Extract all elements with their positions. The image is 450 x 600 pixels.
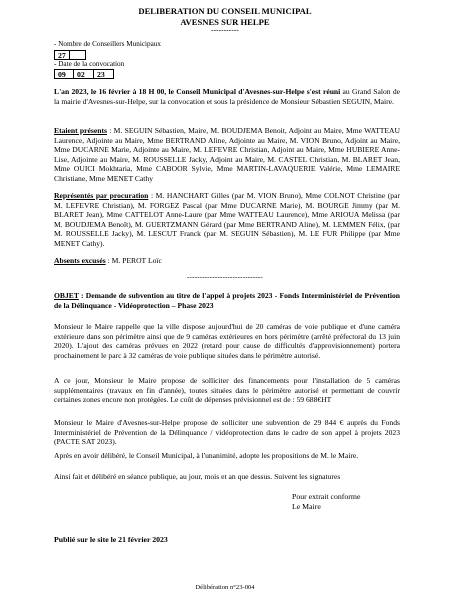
convocation-date-label: - Date de la convocation	[54, 60, 125, 68]
intro-paragraph	[54, 87, 400, 106]
members-label: - Nombre de Conseillers Municipaux	[54, 40, 161, 48]
page-footer: Délibération n°23-004	[195, 584, 255, 591]
proxies-paragraph	[54, 191, 400, 248]
intro-rest: au Grand Salon de la mairie d'Avesnes-sur-Helpe, sur la convocation et sous la présidence de Monsieur Sébastien SEGUIN, Maire.	[54, 87, 401, 106]
presents-text: : M. SEGUIN Sébastien, Maire, M. BOUDJEMA Benoit, Adjoint au Maire, Mme WATTEAU Laurence, Adjointe au Maire, Mme BERTRAND Aline, Adjointe au Maire, M. VION Bruno, Adjoint au Maire, Mme DUCARNE Marie, Adjointe au Maire, M. LEFEVRE Christian, Adjoint au Maire, Mme HUBIERE Anne-Lise, Adjointe au Maire, M. ROUSSELLE Jacky, Adjoint au Maire, M. CASTEL Christian, M. BLARET Jean, Mme OUICI Mokhtaria, Mme CABOOR Sylvie, Mme MARTIN-LAVAQUERIE Valérie, Mme LEMAIRE Christiane, Mme MENET Cathy	[54, 126, 400, 183]
published-notice: Publié sur le site le 21 février 2023	[54, 535, 168, 544]
members-box	[54, 50, 86, 60]
body-paragraph-3: Monsieur le Maire d'Avesnes-sur-Helpe propose de solliciter une subvention de 29 844 € auprès du Fonds Interministériel de Prévention de la Délinquance / vidéoprotection dans le cadre de son appel à projets 2023 (PACTE SAT 2023).	[54, 418, 400, 447]
intro-lead: L'an 2023, le 16 février à 18 H 00, le Conseil Municipal d'Avesnes-sur-Helpe s'est réuni	[54, 87, 341, 96]
document-subtitle: AVESNES SUR HELPE	[180, 17, 270, 27]
objet-paragraph	[54, 291, 400, 310]
body-paragraph-2: A ce jour, Monsieur le Maire propose de solliciter des financements pour l'installation de 5 caméras supplémentaires (travaux en fin d'année), toutes situées dans le périmètre autorisé et permettant de couvrir certaines zones encore non protégées. Le coût de dépenses prévisionnel est de : 59 688€HT	[54, 376, 400, 405]
members-extra	[70, 50, 86, 60]
date-month: 02	[74, 69, 94, 79]
convocation-date-box	[54, 69, 114, 79]
absents-paragraph	[54, 256, 400, 266]
proxies-label: Représentés par procuration	[54, 191, 149, 200]
objet-label: OBJET	[54, 291, 79, 300]
presents-paragraph	[54, 126, 400, 183]
section-separator: ------------------------------	[187, 273, 263, 281]
date-day: 09	[54, 69, 74, 79]
absents-label: Absents excusés	[54, 256, 106, 265]
signature-line-2: Le Maire	[292, 502, 321, 512]
date-year: 23	[94, 69, 114, 79]
proxies-text: : M. HANCHART Gilles (par M. VION Bruno), Mme COLNOT Christine (par M. LEFEVRE Christian), M. FORGEZ Pascal (par Mme DUCARNE Marie), M. BOURGE Jimmy (par M. BLARET Jean), Mme CATTELOT Anne-Laure (par Mme WATTEAU Laurence), Mme ARIOUA Melissa (par M. BOUDJEMA Benoît), M. GUERTZMANN Gérard (par Mme BERTRAND Aline), M. LEMMEN Félix, (par M. ROUSSELLE Jacky), M. LESCUT Franck (par M. SEGUIN Sébastien), M. LE FUR Philippe (par Mme MENET Cathy).	[54, 191, 400, 248]
signature-line-1: Pour extrait conforme	[292, 492, 361, 501]
members-value: 27	[54, 50, 70, 60]
body-paragraph-4: Après en avoir délibéré, le Conseil Municipal, à l'unanimité, adopte les propositions de M. le Maire.	[54, 451, 359, 460]
presents-label: Etaient présents	[54, 126, 107, 135]
document-title: DELIBERATION DU CONSEIL MUNICIPAL	[138, 6, 312, 16]
signature-block	[292, 492, 412, 512]
absents-text: : M. PEROT Loïc	[105, 256, 162, 265]
title-rule: -----------	[211, 26, 239, 34]
body-paragraph-1: Monsieur le Maire rappelle que la ville dispose aujourd'hui de 20 caméras de voie publique et d'une caméra extérieure dans son périmètre ainsi que de 9 caméras extérieures en hors périmètre (arrêté préfectoral du 13 juin 2020). L'ajout des caméras prévues en 2022 (retard pour cause de difficultés d'approvisionnement) portera prochainement le parc à 32 caméras de voie publique situées dans le périmètre autorisé.	[54, 322, 400, 360]
objet-text: : Demande de subvention au titre de l'appel à projets 2023 - Fonds Interministériel de Prévention de la Délinquance - Vidéoprotection – Phase 2023	[54, 291, 400, 310]
body-paragraph-5: Ainsi fait et délibéré en séance publique, au jour, mois et an que dessus. Suivent les signatures	[54, 472, 341, 481]
